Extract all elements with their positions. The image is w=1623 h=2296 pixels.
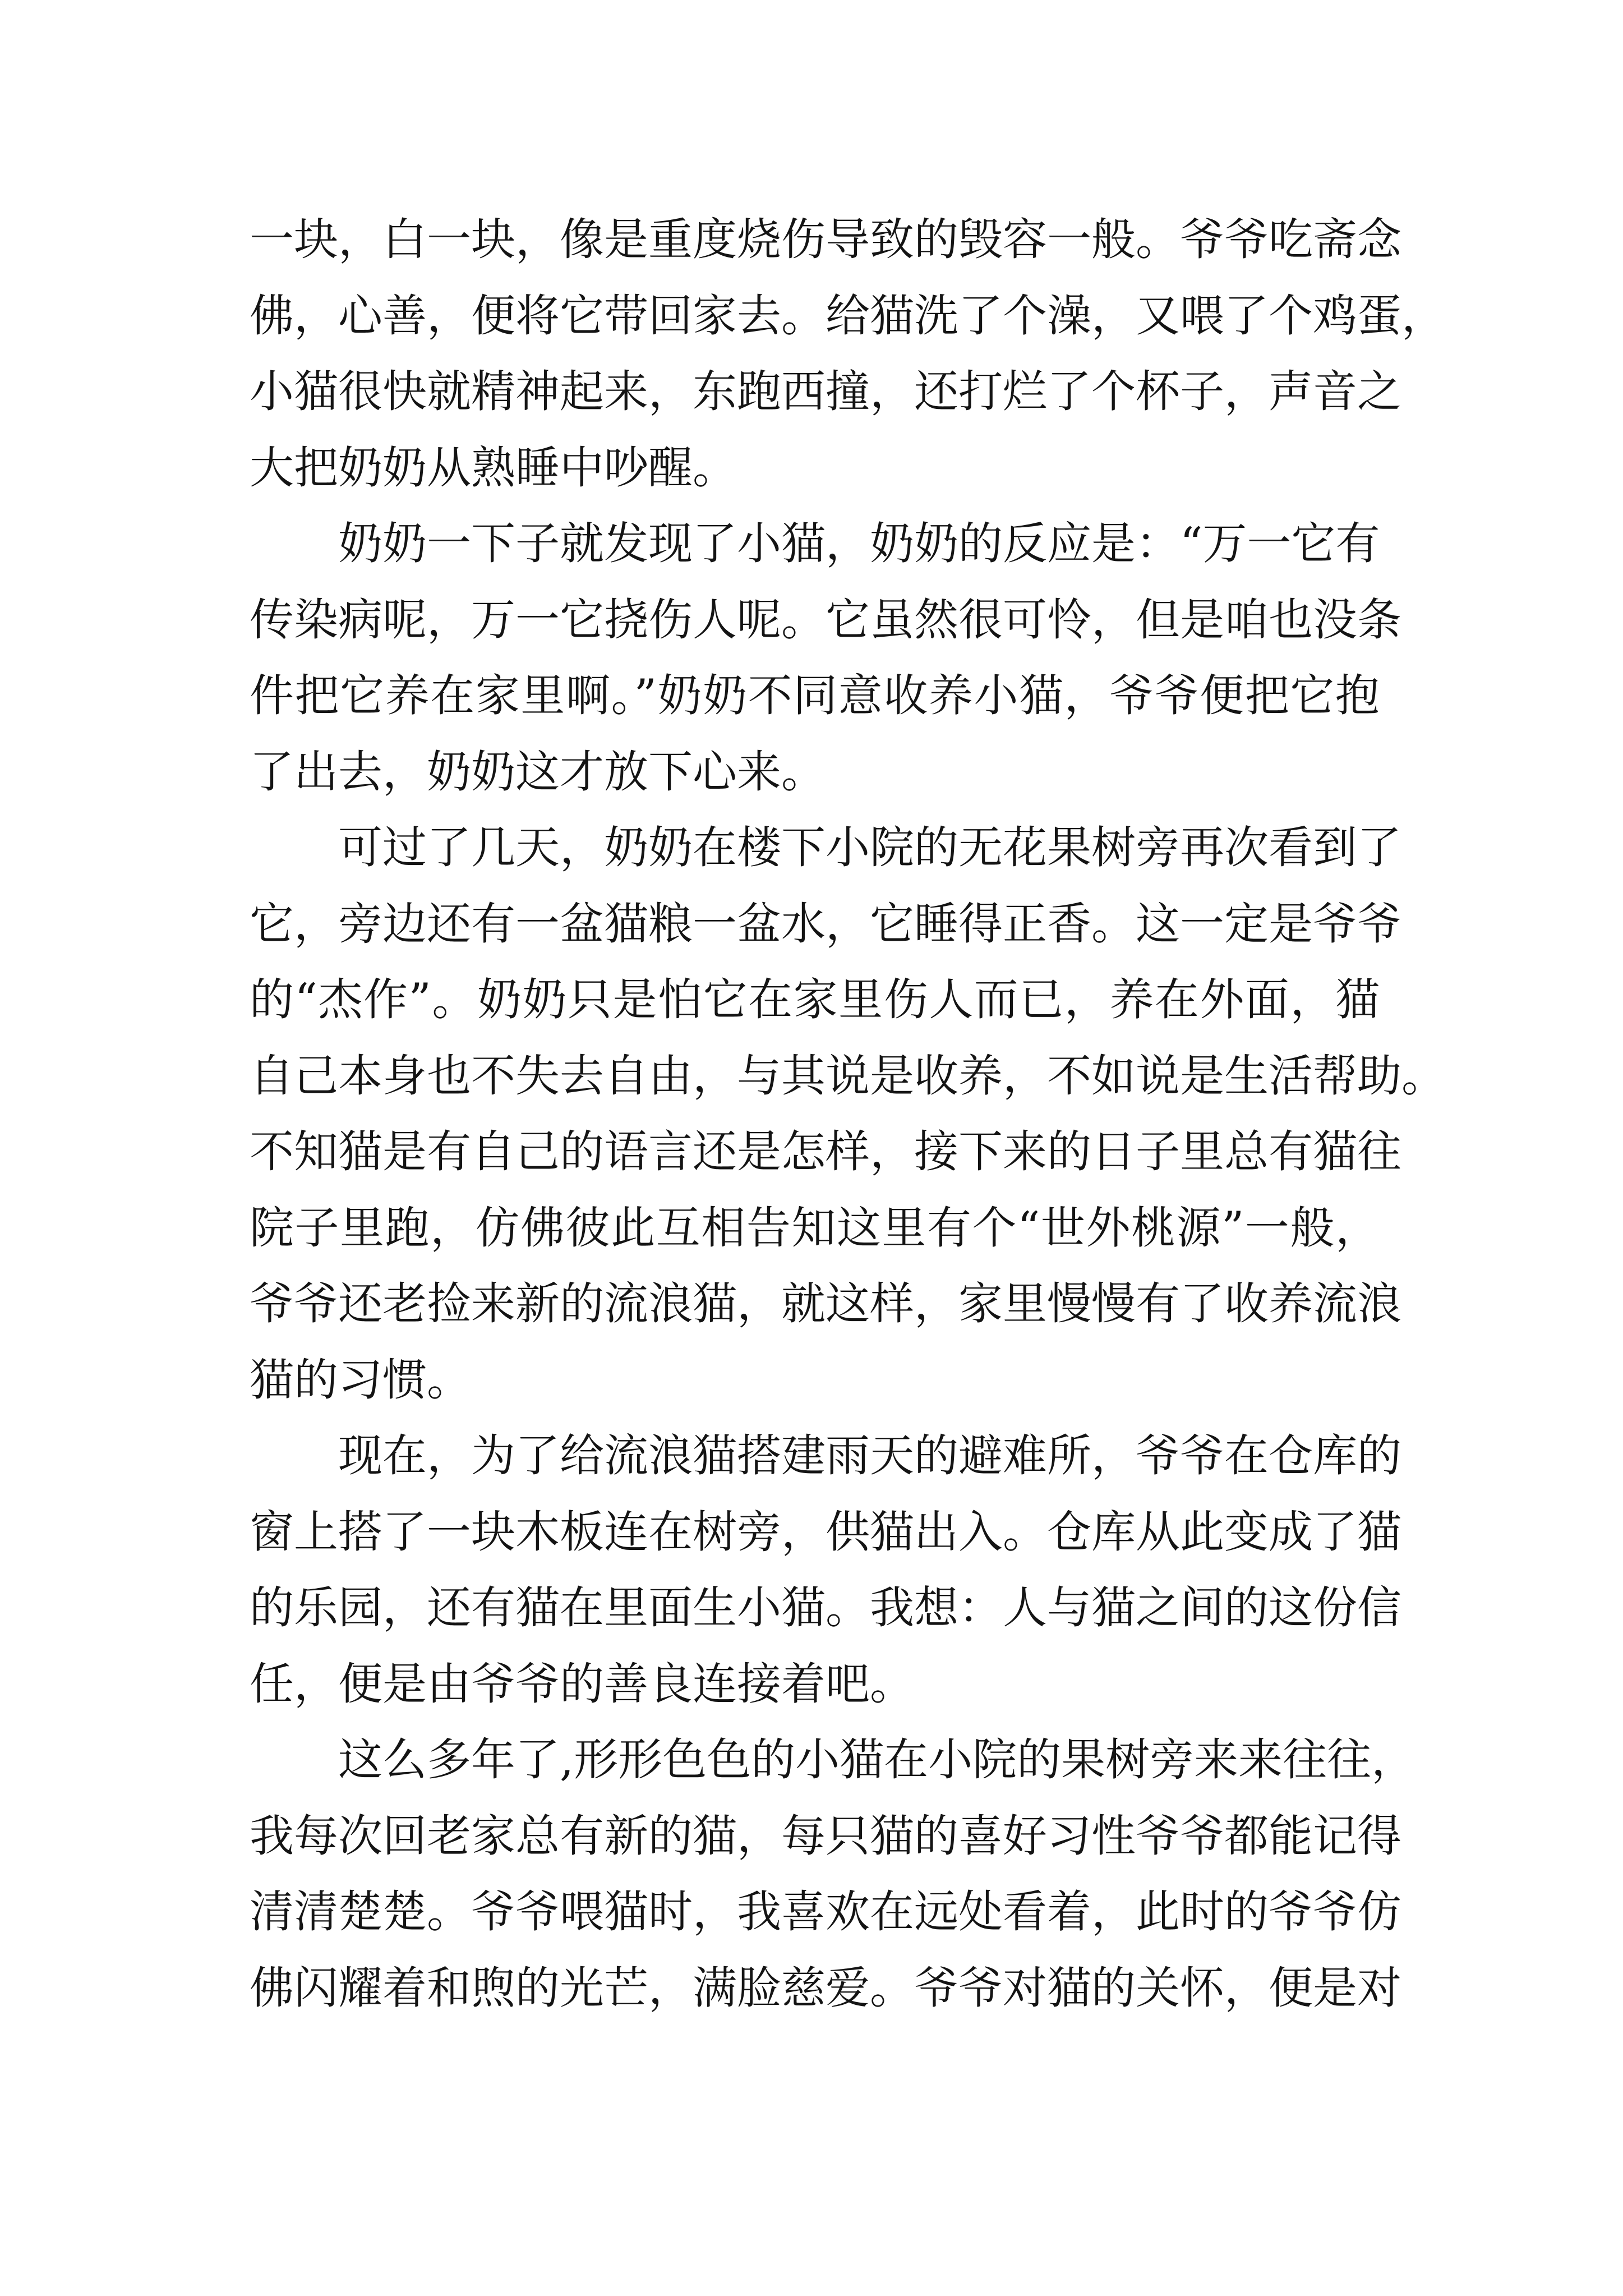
text-line: 爷爷还老捡来新的流浪猫，就这样，家里慢慢有了收养流浪 (250, 1278, 1401, 1329)
text-line: 这么多年了,形形色色的小猫在小院的果树旁来来往往， (250, 1734, 1416, 1786)
text-line: 不知猫是有自己的语言还是怎样，接下来的日子里总有猫往 (250, 1126, 1401, 1177)
text-line: 现在，为了给流浪猫搭建雨天的避难所，爷爷在仓库的 (250, 1430, 1401, 1481)
text-line: 小猫很快就精神起来，东跑西撞，还打烂了个杯子，声音之 (250, 366, 1401, 417)
text-line: 奶奶一下子就发现了小猫，奶奶的反应是：“万一它有 (250, 518, 1380, 569)
text-line: 大把奶奶从熟睡中吵醒。 (250, 441, 737, 494)
paragraph-2 (250, 506, 1401, 810)
text-line: 院子里跑，仿佛彼此互相告知这里有个“世外桃源”一般， (250, 1202, 1380, 1254)
text-line: 的“杰作”。奶奶只是怕它在家里伤人而已，养在外面，猫 (250, 974, 1380, 1025)
text-line: 自己本身也不失去自由，与其说是收养，不如说是生活帮助。 (250, 1050, 1446, 1102)
text-line: 可过了几天，奶奶在楼下小院的无花果树旁再次看到了 (250, 822, 1401, 873)
text-line: 佛闪耀着和煦的光芒，满脸慈爱。爷爷对猫的关怀，便是对 (250, 1962, 1401, 2014)
text-line: 它，旁边还有一盆猫粮一盆水，它睡得正香。这一定是爷爷 (250, 898, 1401, 950)
paragraph-3 (250, 810, 1446, 1418)
text-line: 的乐园，还有猫在里面生小猫。我想：人与猫之间的这份信 (250, 1582, 1401, 1634)
text-line: 一块，白一块，像是重度烧伤导致的毁容一般。爷爷吃斋念 (250, 214, 1401, 265)
text-line: 猫的习惯。 (250, 1354, 471, 1406)
text-line: 了出去，奶奶这才放下心来。 (250, 746, 826, 798)
text-line: 件把它养在家里啊。”奶奶不同意收养小猫，爷爷便把它抱 (250, 670, 1380, 721)
text-line: 我每次回老家总有新的猫，每只猫的喜好习性爷爷都能记得 (250, 1810, 1401, 1862)
text-line: 清清楚楚。爷爷喂猫时，我喜欢在远处看着，此时的爷爷仿 (250, 1886, 1401, 1938)
text-line: 任，便是由爷爷的善良连接着吧。 (250, 1658, 914, 1710)
body-text (250, 202, 1446, 2026)
text-line: 窗上搭了一块木板连在树旁，供猫出入。仓库从此变成了猫 (250, 1506, 1401, 1558)
text-line: 传染病呢，万一它挠伤人呢。它虽然很可怜，但是咱也没条 (250, 593, 1401, 646)
text-line: 佛，心善，便将它带回家去。给猫洗了个澡，又喂了个鸡蛋， (250, 289, 1446, 342)
paragraph-1 (250, 202, 1446, 506)
paragraph-5 (250, 1722, 1416, 2026)
paragraph-4 (250, 1418, 1401, 1722)
